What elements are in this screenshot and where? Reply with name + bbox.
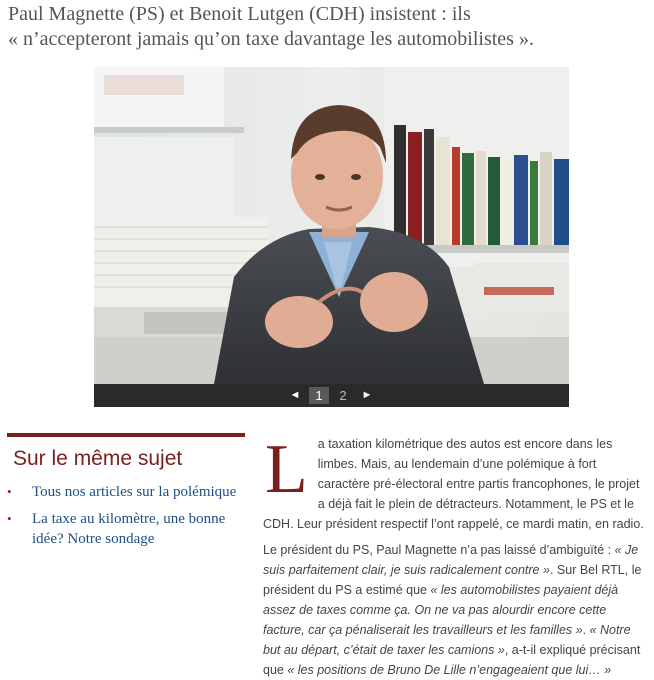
quote-2: « les automobilistes payaient déjà assez de taxes comme ça. On ne va pas alourdir encore cette facture, car ça pénaliserait les travailleurs et les familles » bbox=[263, 583, 619, 637]
related-link-label[interactable]: Tous nos articles sur la polémique bbox=[32, 484, 237, 500]
prev-arrow-icon[interactable]: ◄ bbox=[289, 389, 301, 401]
drop-cap: L bbox=[265, 431, 308, 508]
paragraph-2-text-d: , a-t-il expliqué précisant que bbox=[263, 643, 641, 677]
article-headline bbox=[8, 2, 648, 52]
article-photo[interactable] bbox=[94, 67, 569, 384]
photo-illustration bbox=[94, 67, 569, 384]
related-link-all-articles[interactable] bbox=[7, 482, 245, 502]
article-body bbox=[263, 431, 647, 680]
related-list bbox=[7, 482, 245, 549]
quote-4: « les positions de Bruno De Lille n’engageaient que lui… » bbox=[287, 663, 612, 677]
related-box bbox=[7, 433, 245, 556]
paragraph-1-text: a taxation kilométrique des autos est encore dans les limbes. Mais, au lendemain d’une polémique à fort caractère pré-électoral entre partis francophones, le projet a déjà fait le plein de détracteurs. Notamment, le PS et le CDH. Leur président respectif l’ont rappelé, ce mardi matin, en radio. bbox=[263, 437, 644, 531]
related-box-title: Sur le même sujet bbox=[13, 447, 183, 470]
quote-1: « Je suis parfaitement clair, je suis radicalement contre » bbox=[263, 543, 639, 577]
quote-3: « Notre but au départ, c’était de taxer les camions » bbox=[263, 623, 631, 657]
paragraph-2-text-c: . bbox=[582, 623, 590, 637]
paragraph-2-intro: Le président du PS, Paul Magnette n’a pas laissé d’ambiguïté : bbox=[263, 543, 612, 557]
related-box-divider bbox=[7, 433, 245, 437]
bullet-icon: • bbox=[7, 511, 12, 526]
bullet-icon: • bbox=[7, 484, 12, 499]
article-paragraph-1 bbox=[263, 431, 647, 534]
gallery-pager bbox=[94, 384, 569, 407]
gallery-page-1[interactable]: 1 bbox=[309, 387, 329, 404]
headline-line-2: « n’accepteront jamais qu’on taxe davantage les automobilistes ». bbox=[8, 28, 534, 50]
related-link-label[interactable]: La taxe au kilomètre, une bonne idée? Notre sondage bbox=[32, 511, 226, 547]
article-paragraph-2 bbox=[0, 540, 647, 680]
gallery-page-2[interactable]: 2 bbox=[339, 388, 347, 403]
next-arrow-icon[interactable]: ► bbox=[361, 389, 373, 401]
headline-line-1: Paul Magnette (PS) et Benoit Lutgen (CDH) insistent : ils bbox=[8, 3, 471, 25]
paragraph-2-text-b: . Sur Bel RTL, le président du PS a estimé que bbox=[263, 563, 642, 597]
